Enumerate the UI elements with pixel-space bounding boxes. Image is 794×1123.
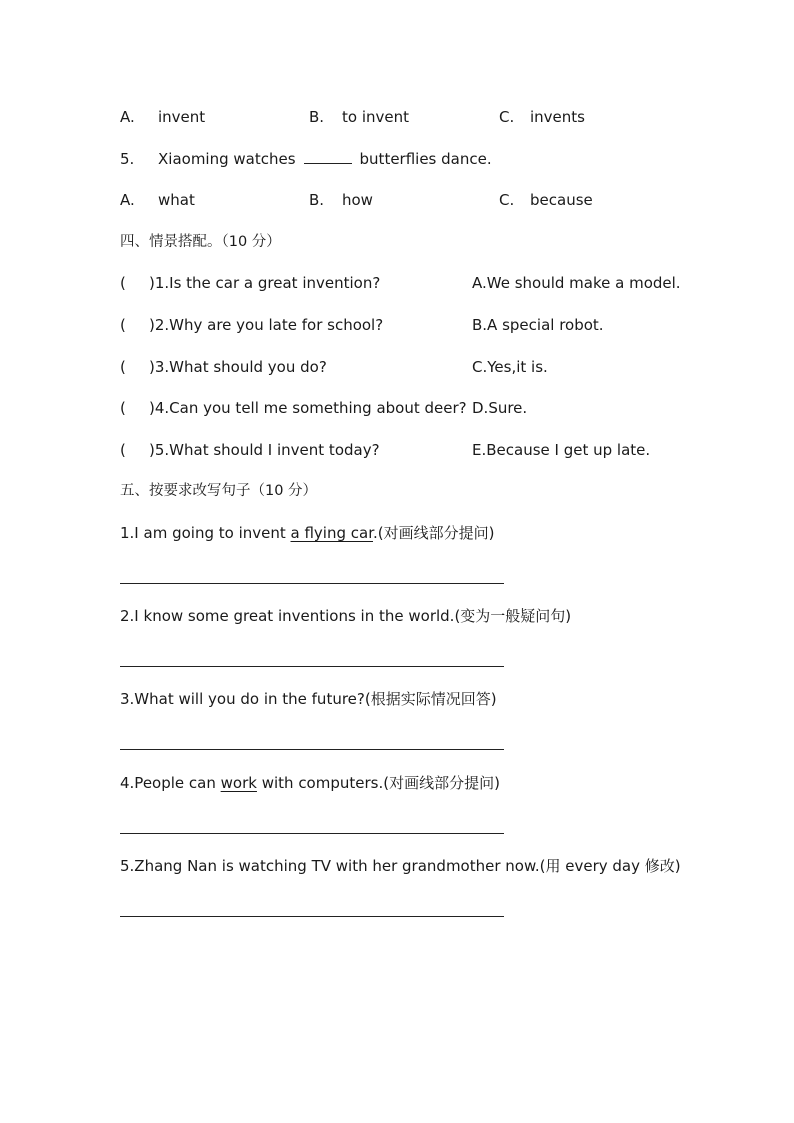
match-question-1: )1.Is the car a great invention?: [149, 274, 381, 292]
rewrite-sentence-3: 3.What will you do in the future?(根据实际情况回答): [120, 690, 497, 708]
q5-option-b[interactable]: B. how: [309, 191, 373, 209]
match-answer-paren-4[interactable]: (: [120, 399, 126, 417]
match-answer-d: D.Sure.: [472, 399, 528, 417]
match-row-4: [0, 398, 794, 418]
match-question-3: )3.What should you do?: [149, 358, 327, 376]
match-answer-b: B.A special robot.: [472, 316, 604, 334]
q5-option-a[interactable]: A. what: [120, 191, 195, 209]
section5-title: 五、按要求改写句子（10 分）: [120, 483, 318, 499]
underlined-phrase: work: [220, 774, 257, 792]
rewrite-sentence-2: 2.I know some great inventions in the world.(变为一般疑问句): [120, 607, 572, 625]
match-row-1: [0, 273, 794, 293]
answer-line-5[interactable]: [120, 916, 504, 917]
q5-option-c[interactable]: C. because: [499, 191, 593, 209]
q4-option-b[interactable]: B. to invent: [309, 108, 409, 126]
match-answer-paren-2[interactable]: (: [120, 316, 126, 334]
match-answer-paren-5[interactable]: (: [120, 441, 126, 459]
q5-blank[interactable]: [304, 149, 352, 164]
match-answer-e: E.Because I get up late.: [472, 441, 651, 459]
section4-title: 四、情景搭配。（10 分）: [120, 234, 281, 250]
match-answer-a: A.We should make a model.: [472, 274, 681, 292]
match-question-4: )4.Can you tell me something about deer?: [149, 399, 467, 417]
match-row-2: [0, 315, 794, 335]
q5-options-row: [0, 190, 794, 210]
match-question-5: )5.What should I invent today?: [149, 441, 380, 459]
answer-line-3[interactable]: [120, 749, 504, 750]
answer-line-4[interactable]: [120, 833, 504, 834]
match-answer-paren-1[interactable]: (: [120, 274, 126, 292]
q4-option-c[interactable]: C. invents: [499, 108, 585, 126]
rewrite-sentence-4: 4.People can work with computers.(对画线部分提问): [120, 774, 500, 792]
match-row-3: [0, 357, 794, 377]
match-question-2: )2.Why are you late for school?: [149, 316, 384, 334]
match-row-5: [0, 440, 794, 460]
answer-line-2[interactable]: [120, 666, 504, 667]
q4-options-row: [0, 107, 794, 127]
answer-line-1[interactable]: [120, 583, 504, 584]
match-answer-paren-3[interactable]: (: [120, 358, 126, 376]
rewrite-sentence-1: 1.I am going to invent a flying car.(对画线部分提问): [120, 524, 495, 542]
rewrite-sentence-5: 5.Zhang Nan is watching TV with her grandmother now.(用 every day 修改): [120, 857, 681, 875]
underlined-phrase: a flying car: [290, 524, 373, 542]
match-answer-c: C.Yes,it is.: [472, 358, 548, 376]
q5-question: 5. Xiaoming watches butterflies dance.: [120, 150, 492, 168]
q4-option-a[interactable]: A. invent: [120, 108, 206, 126]
